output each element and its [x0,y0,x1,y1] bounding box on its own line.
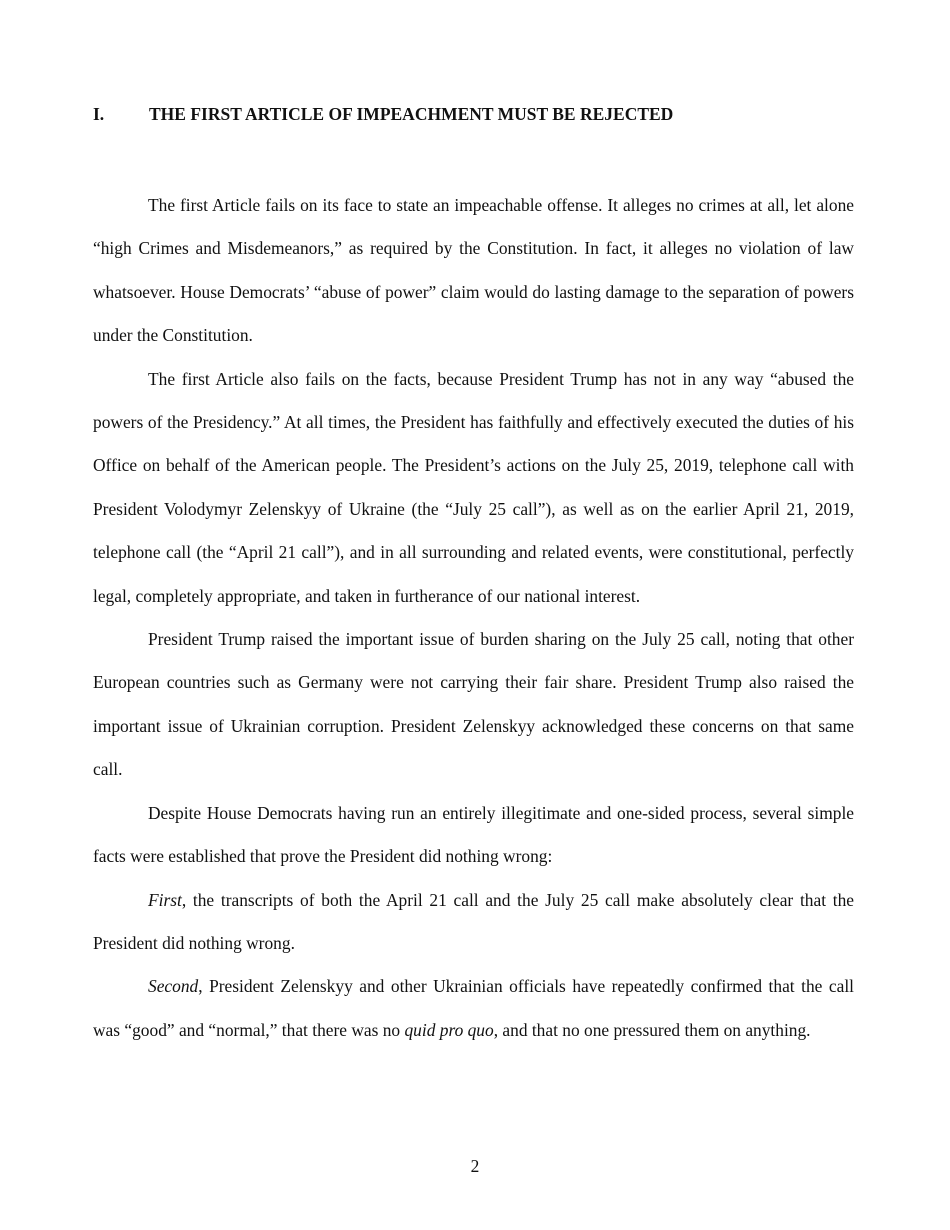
paragraph-text: , and that no one pressured them on anything. [493,1019,811,1040]
paragraph-text: President Trump raised the important issue of burden sharing on the July 25 call, noting that other European countries such as Germany were not carrying their fair share. President Trump also raised the important issue of Ukrainian corruption. President Zelenskyy acknowledged these concerns on that same call. [93,629,854,780]
paragraph-text: Despite House Democrats having run an entirely illegitimate and one-sided process, several simple facts were established that prove the President did nothing wrong: [93,802,854,867]
italic-phrase: quid pro quo [404,1019,494,1040]
paragraph-text: The first Article fails on its face to state an impeachable offense. It alleges no crimes at all, let alone “high Crimes and Misdemeanors,” as required by the Constitution. In fact, it alleges no violation of law whatsoever. House Democrats’ “abuse of power” claim would do lasting damage to the separation of powers under the Constitution. [93,195,854,346]
paragraph-lead: First [148,889,182,910]
paragraph-lead: Second [148,976,199,997]
paragraph-text: , the transcripts of both the April 21 call and the July 25 call make absolutely clear that the President did nothing wrong. [93,889,854,953]
section-number: I. [93,104,105,124]
body-text [93,184,854,1052]
paragraph [93,879,854,966]
section-heading [93,103,873,125]
paragraph-text: , President Zelenskyy and other Ukrainian officials have repeatedly confirmed that the call was “good” and “normal,” that there was no [93,976,854,1040]
section-title: THE FIRST ARTICLE OF IMPEACHMENT MUST BE REJECTED [149,104,674,124]
paragraph-text: The first Article also fails on the facts, because President Trump has not in any way “abused the powers of the Presidency.” At all times, the President has faithfully and effectively executed the duties of his Office on behalf of the American people. The President’s actions on the July 25, 2019, telephone call with President Volodymyr Zelenskyy of Ukraine (the “July 25 call”), as well as on the earlier April 21, 2019, telephone call (the “April 21 call”), and in all surrounding and related events, were constitutional, perfectly legal, completely appropriate, and taken in furtherance of our national interest. [93,368,854,606]
paragraph [93,184,854,358]
paragraph [93,965,854,1052]
paragraph [93,792,854,879]
page-number: 2 [470,1156,480,1176]
paragraph [93,358,854,618]
paragraph [93,618,854,792]
